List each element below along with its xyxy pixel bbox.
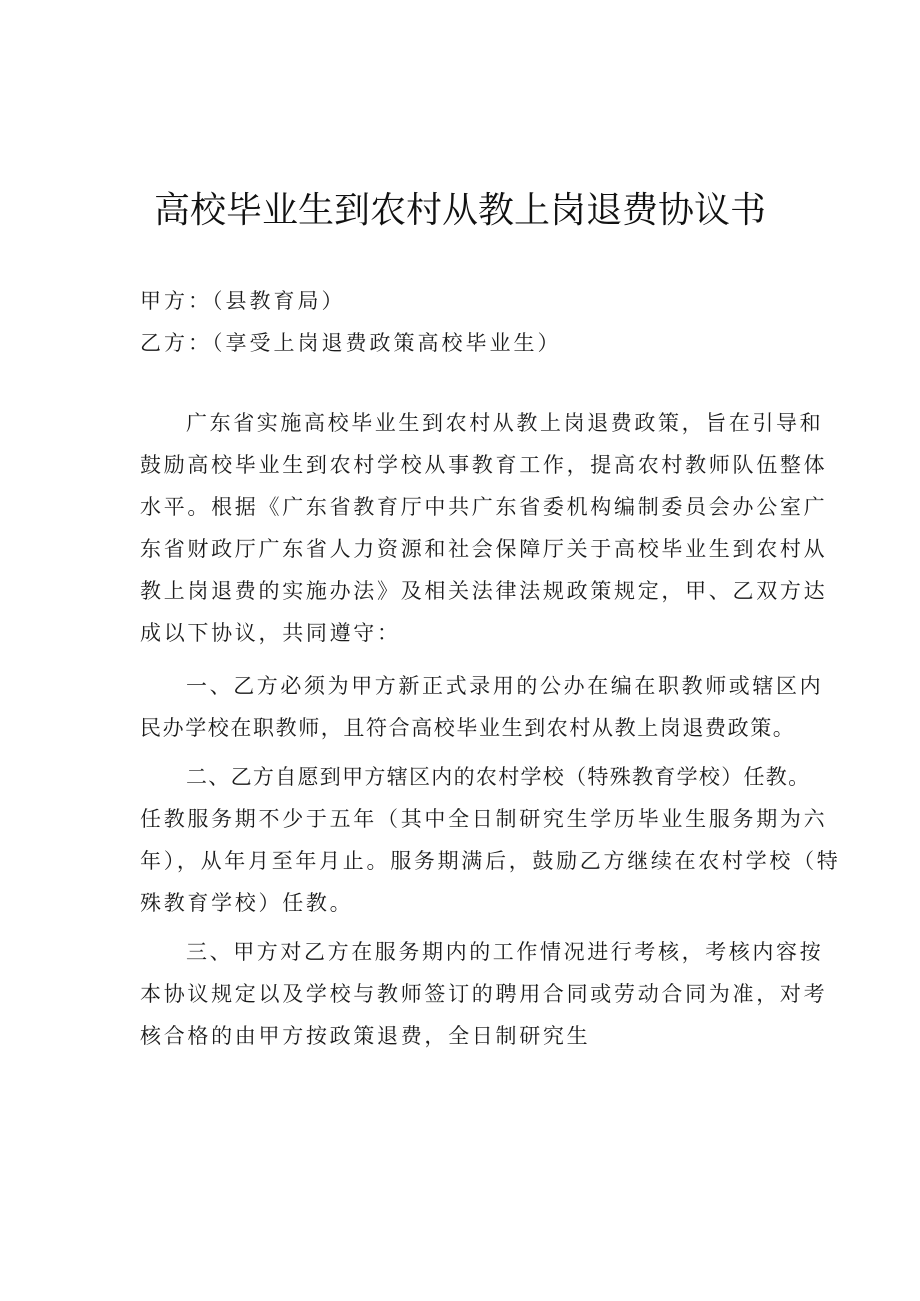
body-line: 民办学校在职教师，且符合高校毕业生到农村从教上岗退费政策。: [140, 716, 796, 740]
body-line: 水平。根据《广东省教育厅中共广东省委机构编制委员会办公室广: [140, 495, 828, 519]
body-line: 鼓励高校毕业生到农村学校从事教育工作，提高农村教师队伍整体: [140, 453, 828, 477]
body-line: 本协议规定以及学校与教师签订的聘用合同或劳动合同为准，对考: [140, 982, 828, 1006]
body-line: 东省财政厅广东省人力资源和社会保障厅关于高校毕业生到农村从: [140, 537, 828, 561]
body-line: 核合格的由甲方按政策退费，全日制研究生: [140, 1024, 591, 1048]
body-line: 任教服务期不少于五年（其中全日制研究生学历毕业生服务期为六: [140, 807, 828, 831]
body-line: 年），从年月至年月止。服务期满后，鼓励乙方继续在农村学校（特: [140, 849, 841, 873]
body-line: 三、甲方对乙方在服务期内的工作情况进行考核，考核内容按: [186, 940, 824, 964]
body-line: 一、乙方必须为甲方新正式录用的公办在编在职教师或辖区内: [186, 674, 824, 698]
body-line: 殊教育学校）任教。: [140, 891, 354, 915]
party-b: 乙方：（享受上岗退费政策高校毕业生）: [140, 331, 562, 355]
body-line: 教上岗退费的实施办法》及相关法律法规政策规定，甲、乙双方达: [140, 579, 828, 603]
party-a: 甲方：（县教育局）: [140, 289, 346, 313]
body-line: 广东省实施高校毕业生到农村从教上岗退费政策，旨在引导和: [186, 411, 824, 435]
body-line: 二、乙方自愿到甲方辖区内的农村学校（特殊教育学校）任教。: [186, 765, 811, 789]
body-line: 成以下协议，共同遵守：: [140, 621, 401, 645]
document-title: 高校毕业生到农村从教上岗退费协议书: [153, 190, 766, 231]
